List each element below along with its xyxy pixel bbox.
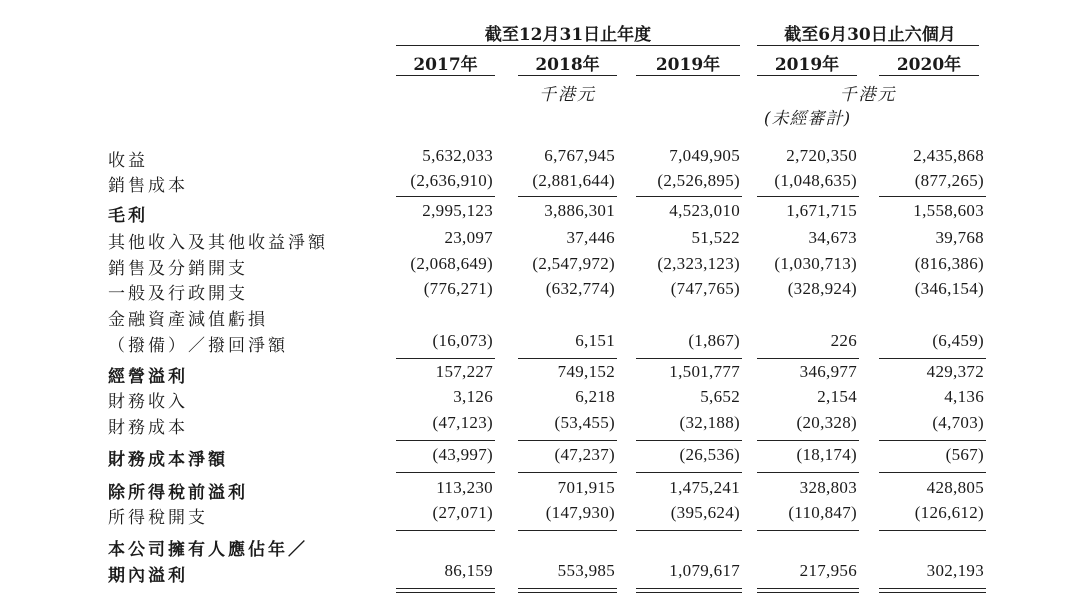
- row-label: 除所得稅前溢利: [108, 483, 248, 503]
- row-value: 86,159: [444, 561, 493, 580]
- row-value: (126,612): [914, 503, 984, 522]
- row-label: 所得稅開支: [108, 508, 208, 528]
- row-value: 23,097: [444, 228, 493, 247]
- row-label: 財務收入: [108, 392, 188, 412]
- row-value: 1,558,603: [913, 201, 984, 220]
- row-value: (816,386): [914, 254, 984, 273]
- row-value: (47,237): [554, 445, 615, 464]
- subtotal-rule: [757, 472, 859, 473]
- subtotal-rule: [396, 440, 495, 441]
- subtotal-rule: [396, 530, 495, 531]
- year-header-2020-interim: 2020年: [896, 55, 962, 75]
- subtotal-rule: [396, 358, 495, 359]
- row-label: （撥備）／撥回淨額: [108, 336, 288, 356]
- row-value: 1,671,715: [786, 201, 857, 220]
- row-value: (26,536): [679, 445, 740, 464]
- row-value: 6,218: [575, 387, 615, 406]
- subtotal-rule: [518, 358, 617, 359]
- row-value: 217,956: [799, 561, 857, 580]
- row-value: (18,174): [796, 445, 857, 464]
- group2-rule: [757, 45, 979, 46]
- row-value: (43,997): [432, 445, 493, 464]
- row-value: 2,435,868: [913, 146, 984, 165]
- row-value: 2,995,123: [422, 201, 493, 220]
- subtotal-rule: [396, 196, 495, 197]
- row-value: 51,522: [691, 228, 740, 247]
- row-value: 4,136: [944, 387, 984, 406]
- row-value: (2,526,895): [657, 171, 740, 190]
- row-value: (53,455): [554, 413, 615, 432]
- total-double-rule: [757, 588, 859, 593]
- row-value: (110,847): [788, 503, 857, 522]
- subtotal-rule: [636, 440, 742, 441]
- subtotal-rule: [396, 472, 495, 473]
- year-header-2019-interim: 2019年: [774, 55, 840, 75]
- group1-rule: [396, 45, 740, 46]
- row-value: (1,048,635): [774, 171, 857, 190]
- row-value: 2,720,350: [786, 146, 857, 165]
- row-value: (346,154): [914, 279, 984, 298]
- row-value: 1,501,777: [669, 362, 740, 381]
- row-value: 701,915: [557, 478, 615, 497]
- subtotal-rule: [518, 440, 617, 441]
- row-value: 1,475,241: [669, 478, 740, 497]
- period-header-six-months: 截至6月30日止六個月: [784, 25, 956, 45]
- row-value: (776,271): [423, 279, 493, 298]
- year-rule-2020-interim: [879, 75, 979, 76]
- total-double-rule: [396, 588, 495, 593]
- unit-label-annual: 千港元: [539, 85, 596, 105]
- subtotal-rule: [518, 530, 617, 531]
- row-value: 226: [830, 331, 857, 350]
- row-value: (16,073): [432, 331, 493, 350]
- row-value: (2,547,972): [532, 254, 615, 273]
- row-value: 3,886,301: [544, 201, 615, 220]
- subtotal-rule: [757, 530, 859, 531]
- row-value: 3,126: [453, 387, 493, 406]
- row-value: 429,372: [926, 362, 984, 381]
- row-value: (32,188): [679, 413, 740, 432]
- row-label: 金融資產減值虧損: [108, 310, 268, 330]
- subtotal-rule: [636, 196, 742, 197]
- row-label: 一般及行政開支: [108, 284, 248, 304]
- row-value: (877,265): [914, 171, 984, 190]
- row-value: 157,227: [435, 362, 493, 381]
- row-value: 6,151: [575, 331, 615, 350]
- subtotal-rule: [636, 472, 742, 473]
- subtotal-rule: [757, 196, 859, 197]
- total-double-rule: [518, 588, 617, 593]
- subtotal-rule: [879, 440, 986, 441]
- row-label: 銷售成本: [108, 176, 188, 196]
- year-rule-2018: [518, 75, 617, 76]
- row-value: 6,767,945: [544, 146, 615, 165]
- subtotal-rule: [879, 530, 986, 531]
- total-double-rule: [636, 588, 742, 593]
- year-header-2018: 2018年: [535, 55, 600, 75]
- year-rule-2019-interim: [757, 75, 857, 76]
- row-value: (1,030,713): [774, 254, 857, 273]
- subtotal-rule: [879, 472, 986, 473]
- subtotal-rule: [757, 440, 859, 441]
- subtotal-rule: [518, 196, 617, 197]
- row-value: (328,924): [787, 279, 857, 298]
- row-label: 經營溢利: [108, 367, 188, 387]
- row-value: (632,774): [545, 279, 615, 298]
- row-value: 2,154: [817, 387, 857, 406]
- row-value: (27,071): [432, 503, 493, 522]
- row-value: (1,867): [688, 331, 740, 350]
- period-header-year-ended: 截至12月31日止年度: [484, 25, 652, 45]
- row-label: 財務成本: [108, 418, 188, 438]
- row-value: 5,632,033: [422, 146, 493, 165]
- year-header-2019: 2019年: [655, 55, 721, 75]
- subtotal-rule: [636, 358, 742, 359]
- subtotal-rule: [757, 358, 859, 359]
- row-label: 收益: [108, 151, 148, 171]
- row-value: (2,881,644): [532, 171, 615, 190]
- row-value: 346,977: [799, 362, 857, 381]
- unaudited-note: (未經審計): [763, 109, 852, 129]
- subtotal-rule: [879, 358, 986, 359]
- row-value: (395,624): [670, 503, 740, 522]
- row-value: 749,152: [557, 362, 615, 381]
- row-value: (20,328): [796, 413, 857, 432]
- unit-label-interim: 千港元: [839, 85, 897, 105]
- subtotal-rule: [879, 196, 986, 197]
- row-value: 553,985: [557, 561, 615, 580]
- row-value: 113,230: [436, 478, 493, 497]
- row-value: (2,323,123): [657, 254, 740, 273]
- row-label: 銷售及分銷開支: [108, 259, 248, 279]
- row-value: (2,636,910): [410, 171, 493, 190]
- row-value: (567): [945, 445, 984, 464]
- row-label: 本公司擁有人應佔年／: [108, 540, 308, 560]
- row-value: 39,768: [935, 228, 984, 247]
- row-value: (2,068,649): [410, 254, 493, 273]
- row-label: 財務成本淨額: [108, 450, 228, 470]
- subtotal-rule: [636, 530, 742, 531]
- row-value: 328,803: [799, 478, 857, 497]
- row-value: (147,930): [545, 503, 615, 522]
- total-double-rule: [879, 588, 986, 593]
- year-rule-2019: [636, 75, 740, 76]
- year-header-2017: 2017年: [413, 55, 478, 75]
- row-value: 4,523,010: [669, 201, 740, 220]
- row-value: 37,446: [566, 228, 615, 247]
- row-value: 7,049,905: [669, 146, 740, 165]
- row-value: 302,193: [926, 561, 984, 580]
- row-value: (4,703): [932, 413, 984, 432]
- row-label: 期內溢利: [108, 566, 188, 586]
- subtotal-rule: [518, 472, 617, 473]
- row-value: (47,123): [432, 413, 493, 432]
- year-rule-2017: [396, 75, 495, 76]
- row-value: 1,079,617: [669, 561, 740, 580]
- row-label: 毛利: [108, 206, 148, 226]
- row-value: 34,673: [808, 228, 857, 247]
- row-value: (747,765): [670, 279, 740, 298]
- row-value: 428,805: [926, 478, 984, 497]
- row-label: 其他收入及其他收益淨額: [108, 233, 328, 253]
- row-value: (6,459): [932, 331, 984, 350]
- row-value: 5,652: [700, 387, 740, 406]
